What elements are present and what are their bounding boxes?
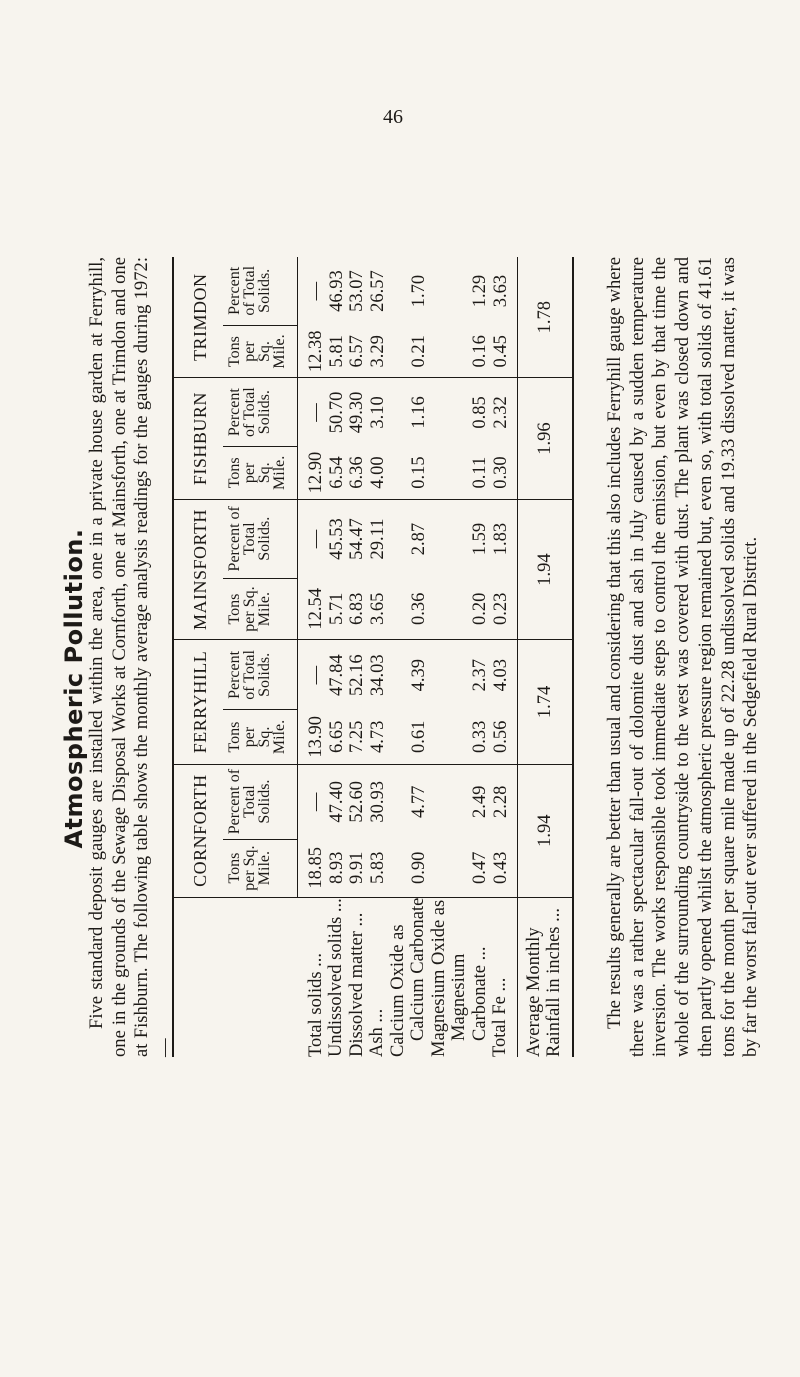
- value-cell: [388, 578, 409, 639]
- value-cell: 46.93: [326, 270, 347, 312]
- percent-header: Percent of Total Solids.: [223, 764, 298, 839]
- rainfall-label-line: Average Monthly: [524, 927, 544, 1057]
- value-cell: —: [306, 665, 326, 685]
- value-cell: 53.07: [347, 270, 367, 312]
- value-cell: [429, 446, 450, 498]
- rainfall-trimdon: 1.78: [518, 257, 574, 378]
- value-cell: 1.70: [408, 274, 429, 308]
- value-cell: 0.45: [490, 335, 511, 368]
- value-cell: 0.36: [408, 592, 429, 626]
- mainsforth-tons-column: [298, 578, 518, 640]
- value-cell: 0.33: [470, 720, 490, 753]
- value-cell: 29.11: [367, 518, 388, 560]
- row-label: Carbonate ...: [469, 946, 490, 1041]
- label-header: [173, 897, 298, 1057]
- value-cell: 6.54: [326, 456, 347, 489]
- value-cell: [429, 325, 450, 377]
- page-number: 46: [383, 106, 403, 128]
- row-label: Calcium Oxide as: [387, 924, 408, 1057]
- value-cell: 3.10: [367, 396, 388, 429]
- value-cell: 52.60: [347, 781, 367, 823]
- value-cell: 3.29: [367, 335, 388, 368]
- value-cell: [450, 257, 471, 325]
- tons-header: Tons per Sq. Mile.: [223, 446, 298, 499]
- tons-header: Tons per Sq. Mile.: [223, 839, 298, 897]
- value-cell: 3.63: [490, 274, 511, 308]
- percent-header: Percent of Total Solids.: [223, 499, 298, 578]
- value-cell: 0.21: [408, 335, 429, 368]
- value-cell: 2.32: [490, 396, 511, 429]
- fishburn-percent-column: [298, 378, 518, 447]
- data-row: [298, 257, 518, 1057]
- row-label: Total Fe ...: [490, 977, 510, 1057]
- cornforth-percent-column: [298, 764, 518, 839]
- site-fishburn: FISHBURN: [173, 378, 223, 499]
- row-label: Undissolved solids ...: [326, 898, 346, 1057]
- value-cell: 13.90: [306, 715, 326, 758]
- rainfall-ferryhill: 1.74: [518, 640, 574, 764]
- value-cell: —: [306, 792, 326, 812]
- value-cell: [429, 640, 450, 710]
- value-cell: —: [306, 403, 326, 422]
- value-cell: 1.29: [470, 274, 490, 308]
- value-cell: 0.16: [470, 335, 490, 368]
- rainfall-label: [518, 897, 574, 1057]
- value-cell: 0.56: [490, 720, 511, 753]
- row-label: Total solids ...: [305, 952, 326, 1057]
- row-label: Magnesium Oxide as: [428, 899, 449, 1057]
- value-cell: 52.16: [347, 654, 367, 696]
- value-cell: 12.54: [306, 588, 326, 630]
- value-cell: 47.40: [326, 781, 347, 823]
- percent-header: Percent of Total Solids.: [223, 640, 298, 710]
- tons-header: Tons per Sq. Mile.: [223, 578, 298, 640]
- value-cell: 34.03: [367, 654, 388, 696]
- value-cell: 0.30: [490, 456, 511, 489]
- value-cell: 4.77: [408, 785, 429, 818]
- results-text: The results generally are better than usual and considering that this also includes Ferryhill gauge where there was a rather spectacular fall-out of dolomite dust and ash in July caused by a sudden temperature inversion. The works responsible took immediate steps to control the emission, but even by that time the whole of the surrounding countryside to the west was covered with dust. The plant was closed down and then partly opened whilst the atmospheric pressure region remained but, even so, with total solids of 41.61 tons for the month per square mile made up of 22.28 undissolved solids and 19.33 dissolved matter, it was by far the worst fall-out ever suffered in the Sedgefield Rural District.: [604, 257, 762, 1057]
- value-cell: 54.47: [347, 518, 367, 560]
- value-cell: 4.73: [367, 720, 388, 753]
- row-label: Ash ...: [367, 1008, 387, 1057]
- value-cell: 12.90: [306, 451, 326, 494]
- value-cell: [388, 500, 409, 579]
- percent-header: Percent of Total Solids.: [223, 257, 298, 325]
- rainfall-row: [518, 257, 574, 1057]
- value-cell: 2.49: [470, 785, 490, 818]
- value-cell: [388, 640, 409, 710]
- value-cell: 0.23: [490, 592, 511, 626]
- value-cell: 2.28: [490, 785, 511, 818]
- value-cell: [450, 710, 471, 764]
- value-cell: [450, 325, 471, 377]
- value-cell: 6.57: [347, 335, 367, 368]
- value-cell: 1.16: [408, 396, 429, 429]
- fishburn-tons-column: [298, 446, 518, 499]
- tons-header: Tons per Sq. Mile.: [223, 710, 298, 764]
- site-ferryhill: FERRYHILL: [173, 640, 223, 764]
- row-label: Calcium Carbonate: [408, 897, 428, 1041]
- row-labels: [298, 897, 518, 1057]
- site-mainsforth: MAINSFORTH: [173, 499, 223, 640]
- value-cell: 4.00: [367, 456, 388, 489]
- value-cell: [450, 640, 471, 710]
- value-cell: 6.83: [347, 592, 367, 626]
- row-label: Magnesium: [449, 953, 469, 1041]
- site-cornforth: CORNFORTH: [173, 764, 223, 897]
- value-cell: 0.43: [490, 851, 511, 885]
- row-label: Dissolved matter ...: [346, 912, 367, 1057]
- value-cell: 1.83: [490, 522, 511, 556]
- value-cell: 26.57: [367, 270, 388, 312]
- value-cell: [450, 378, 471, 446]
- value-cell: 5.83: [367, 851, 388, 885]
- percent-header: Percent of Total Solids.: [223, 378, 298, 447]
- cornforth-tons-column: [298, 839, 518, 897]
- value-cell: [429, 765, 450, 839]
- trimdon-tons-column: [298, 325, 518, 378]
- value-cell: —: [306, 529, 326, 549]
- value-cell: 8.93: [326, 851, 347, 885]
- value-cell: 0.47: [470, 851, 490, 885]
- value-cell: [450, 500, 471, 579]
- rainfall-cornforth: 1.94: [518, 764, 574, 897]
- value-cell: —: [306, 281, 326, 301]
- value-cell: 6.65: [326, 720, 347, 753]
- value-cell: 0.61: [408, 720, 429, 753]
- value-cell: 9.91: [347, 851, 367, 885]
- value-cell: 49.30: [347, 391, 367, 434]
- rainfall-fishburn: 1.96: [518, 378, 574, 499]
- value-cell: [429, 578, 450, 639]
- value-cell: 0.15: [408, 456, 429, 489]
- value-cell: [450, 765, 471, 839]
- site-header-row: [173, 257, 223, 1057]
- value-cell: [450, 446, 471, 498]
- value-cell: 47.84: [326, 654, 347, 696]
- value-cell: [388, 765, 409, 839]
- value-cell: 45.53: [326, 518, 347, 560]
- value-cell: 18.85: [306, 847, 326, 889]
- value-cell: 5.81: [326, 335, 347, 368]
- value-cell: [388, 257, 409, 325]
- value-cell: 12.38: [306, 330, 326, 373]
- ferryhill-tons-column: [298, 710, 518, 764]
- value-cell: [429, 500, 450, 579]
- value-cell: [388, 446, 409, 498]
- mainsforth-percent-column: [298, 499, 518, 578]
- value-cell: [429, 839, 450, 897]
- value-cell: [450, 578, 471, 639]
- value-cell: 4.39: [408, 658, 429, 692]
- value-cell: [388, 378, 409, 446]
- value-cell: 0.11: [470, 456, 490, 489]
- rainfall-mainsforth: 1.94: [518, 499, 574, 640]
- value-cell: 0.20: [470, 592, 490, 626]
- value-cell: [388, 325, 409, 377]
- ferryhill-percent-column: [298, 640, 518, 710]
- value-cell: 1.59: [470, 522, 490, 556]
- value-cell: 2.87: [408, 522, 429, 556]
- value-cell: 6.36: [347, 456, 367, 489]
- intro-paragraph: [86, 257, 176, 1057]
- value-cell: [450, 839, 471, 897]
- value-cell: 50.70: [326, 391, 347, 434]
- trimdon-percent-column: [298, 257, 518, 325]
- value-cell: 0.90: [408, 851, 429, 885]
- value-cell: 7.25: [347, 720, 367, 753]
- intro-text: Five standard deposit gauges are installed within the area, one in a private house garden at Ferryhill, one in the grounds of the Sewage Disposal Works at Cornforth, one at Mainsforth, one at Trimdon and one at Fishburn. The following table shows the monthly average analysis readings for the gauges during 1972:—: [86, 257, 175, 1057]
- value-cell: [388, 839, 409, 897]
- tons-header: Tons per Sq. Mile.: [223, 325, 298, 378]
- section-title: Atmospheric Pollution.: [60, 528, 88, 849]
- rainfall-label-line: Rainfall in inches ...: [544, 908, 564, 1057]
- value-cell: [388, 710, 409, 764]
- deposit-gauge-table: [172, 257, 574, 1057]
- value-cell: 3.65: [367, 592, 388, 626]
- value-cell: 5.71: [326, 592, 347, 626]
- value-cell: 4.03: [490, 658, 511, 692]
- value-cell: [429, 710, 450, 764]
- value-cell: [429, 378, 450, 446]
- value-cell: 30.93: [367, 781, 388, 823]
- value-cell: 0.85: [470, 396, 490, 429]
- value-cell: 2.37: [470, 658, 490, 692]
- value-cell: [429, 257, 450, 325]
- site-trimdon: TRIMDON: [173, 257, 223, 378]
- results-paragraph: [604, 257, 763, 1057]
